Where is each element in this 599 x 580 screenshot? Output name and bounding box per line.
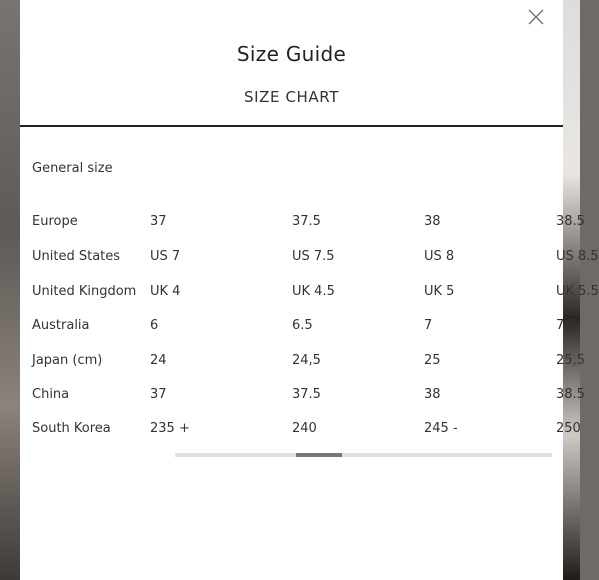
- table-cell: US 7: [150, 249, 181, 264]
- table-cell: 24: [150, 353, 167, 368]
- table-cell: US 8.5: [556, 249, 599, 264]
- table-cell: US 7.5: [292, 249, 335, 264]
- row-label: South Korea: [32, 421, 111, 436]
- table-cell: 7: [424, 318, 433, 333]
- row-label: Japan (cm): [32, 353, 103, 368]
- size-guide-modal: [20, 0, 599, 580]
- size-table-scroll-area[interactable]: [150, 205, 599, 445]
- table-cell: 250: [556, 421, 581, 436]
- row-label: United Kingdom: [32, 284, 137, 299]
- table-cell: 240: [292, 421, 317, 436]
- table-cell: US 8: [424, 249, 455, 264]
- table-cell: 25: [424, 353, 441, 368]
- table-cell: 245 -: [424, 421, 458, 436]
- size-chart-heading: SIZE CHART: [244, 88, 339, 106]
- close-button[interactable]: [527, 8, 545, 26]
- table-cell: 37.5: [292, 387, 321, 402]
- table-cell: UK 4: [150, 284, 181, 299]
- table-cell: 6.5: [292, 318, 313, 333]
- table-cell: 235 +: [150, 421, 190, 436]
- row-label: United States: [32, 249, 121, 264]
- table-cell: 37: [150, 214, 167, 229]
- table-cell: 38: [424, 387, 441, 402]
- row-label: China: [32, 387, 70, 402]
- background-left: [0, 0, 20, 580]
- table-cell: 38: [424, 214, 441, 229]
- scrollbar-thumb[interactable]: [296, 453, 342, 457]
- table-cell: UK 5.5: [556, 284, 599, 299]
- table-cell: UK 5: [424, 284, 455, 299]
- table-cell: 37.5: [292, 214, 321, 229]
- row-label: Australia: [32, 318, 90, 333]
- section-label-general-size: General size: [32, 161, 113, 176]
- modal-title: Size Guide: [236, 42, 347, 66]
- table-cell: 38.5: [556, 214, 585, 229]
- table-cell: 7.5: [556, 318, 577, 333]
- table-cell: 6: [150, 318, 159, 333]
- close-icon: [527, 8, 545, 26]
- divider: [20, 125, 563, 127]
- table-cell: 37: [150, 387, 167, 402]
- table-cell: UK 4.5: [292, 284, 335, 299]
- table-cell: 25,5: [556, 353, 585, 368]
- table-cell: 38.5: [556, 387, 585, 402]
- table-cell: 24,5: [292, 353, 321, 368]
- row-label: Europe: [32, 214, 78, 229]
- horizontal-scrollbar[interactable]: [175, 453, 552, 457]
